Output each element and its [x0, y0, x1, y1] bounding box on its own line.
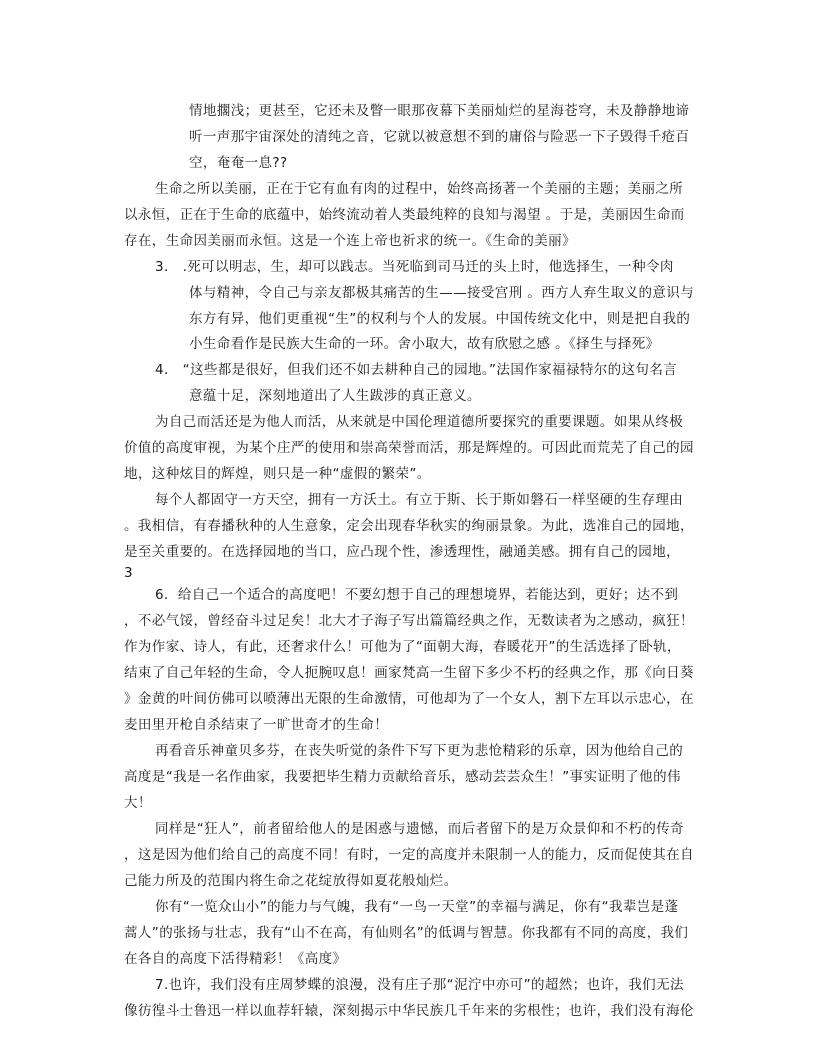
- body-text-line: 大！: [124, 795, 152, 811]
- body-text-line: 意蕴十足，深刻地道出了人生跋涉的真正意义。: [189, 388, 481, 404]
- body-text-line: 高度是“我是一名作曲家，我要把毕生精力贡献给音乐，感动芸芸众生！”事实证明了他的伟: [124, 769, 681, 785]
- body-text-line: 价值的高度审视，为某个庄严的使用和崇高荣誉而活，那是辉煌的。可因此而荒芜了自己的园: [124, 440, 694, 456]
- body-text-line: 东方有异，他们更重视“生”的权利与个人的发展。中国传统文化中，则是把自我的: [189, 311, 691, 327]
- body-text-line: ，不必气馁，曾经奋斗过足矣！北大才子海子写出篇篇经典之作，无数读者为之感动，疯狂！: [124, 613, 694, 629]
- body-text-line: 像彷徨斗士鲁迅一样以血荐轩辕，深刻揭示中华民族几千年来的劣根性；也许，我们没有海伦: [124, 1003, 694, 1019]
- body-text-line: 麦田里开枪自杀结束了一旷世奇才的生命！: [124, 717, 389, 733]
- body-text-line: 以永恒，正在于生命的底蕴中，始终流动着人类最纯粹的良知与渴望 。于是，美丽因生命而: [124, 207, 685, 223]
- body-text-line: 听一声那宇宙深处的清纯之音，它就以被意想不到的庸俗与险恶一下子毁得千疮百: [189, 129, 690, 145]
- body-text-line: 空，奄奄一息??: [189, 155, 288, 171]
- body-text-line: 地，这种炫目的辉煌，则只是一种“虚假的繁荣”。: [124, 466, 431, 482]
- body-text-line: 是至关重要的。在选择园地的当口，应凸现个性，渗透理性，融通美感。拥有自己的园地，: [124, 544, 680, 560]
- body-text-line: 结束了自己年轻的生命，令人扼腕叹息！画家梵高一生留下多少不朽的经典之作，那《向日葵: [124, 665, 694, 681]
- body-text-line: 每个人都固守一方天空，拥有一方沃土。有立于斯、长于斯如磐石一样坚硬的生存理由: [155, 492, 684, 508]
- body-text-line: 再看音乐神童贝多芬，在丧失听觉的条件下写下更为悲怆精彩的乐章，因为他给自己的: [155, 743, 684, 759]
- body-text-line: 小生命看作是民族大生命的一环。舍小取大，故有欣慰之感 。《择生与择死》: [189, 336, 660, 352]
- body-text-line: 生命之所以美丽，正在于它有血有肉的过程中，始终高扬著一个美丽的主题；美丽之所: [155, 181, 684, 197]
- body-text-line: 存在，生命因美丽而永恒。这是一个连上帝也祈求的统一。《生命的美丽》: [124, 233, 576, 249]
- body-text-line: 己能力所及的范围内将生命之花绽放得如夏花般灿烂。: [124, 873, 458, 889]
- body-text-line: 3． .死可以明志，生，却可以践志。当死临到司马迁的头上时，他选择生，一种令肉: [155, 259, 674, 275]
- body-text-line: 情地擱浅；更甚至，它还未及瞥一眼那夜幕下美丽灿烂的星海苍穹，未及静静地谛: [189, 103, 690, 119]
- body-text-line: 为自己而活还是为他人而活，从来就是中国伦理道德所要探究的重要课题。如果从终极: [155, 414, 684, 430]
- body-text-line: 作为作家、诗人，有此，还奢求什么！可他为了“面朝大海，春暖花开”的生活选择了卧轨，: [124, 639, 681, 655]
- body-text-line: 》金黄的叶间仿佛可以喷薄出无限的生命激情，可他却为了一个女人，割下左耳以示忠心，在: [124, 691, 694, 707]
- body-text-line: 3: [124, 565, 133, 581]
- body-text-line: 蒿人”的张扬与壮志，我有“山不在高，有仙则名”的低调与智慧。你我都有不同的高度，我们: [124, 925, 689, 941]
- body-text-line: 4． “这些都是很好，但我们还不如去耕种自己的园地。”法国作家福禄特尔的这句名言: [155, 362, 678, 378]
- body-text-line: 你有“一览众山小”的能力与气魄，我有“一鸟一天堂”的幸福与满足，你有“我辈岂是蓬: [155, 899, 679, 915]
- body-text-line: 体与精神，令自己与亲友都极其痛苦的生——接受宫刑 。西方人弃生取义的意识与: [189, 285, 695, 301]
- body-text-line: 。我相信，有春播秋种的人生意象，定会出现春华秋实的绚丽景象。为此，选准自己的园地，: [124, 518, 694, 534]
- body-text-line: 在各自的高度下活得精彩！《高度》: [124, 951, 347, 967]
- body-text-line: 同样是“狂人”，前者留给他人的是困惑与遗憾，而后者留下的是万众景仰和不朽的传奇: [155, 821, 685, 837]
- body-text-line: ，这是因为他们给自己的高度不同！有时，一定的高度并未限制一人的能力，反而促使其在自: [124, 847, 694, 863]
- body-text-line: 6．给自己一个适合的高度吧！不要幻想于自己的理想境界，若能达到，更好；达不到: [155, 587, 679, 603]
- body-text-line: 7.也许，我们没有庄周梦蝶的浪漫，没有庄子那“泥泞中亦可”的超然；也许，我们无法: [155, 977, 684, 993]
